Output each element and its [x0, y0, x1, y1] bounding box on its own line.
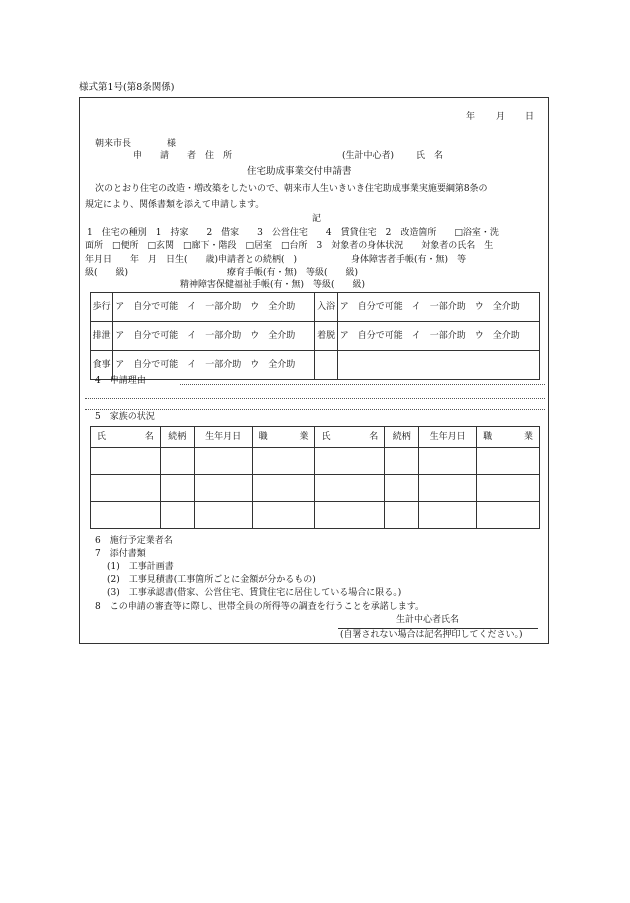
family-table	[90, 426, 540, 529]
table-row	[91, 322, 540, 351]
section6-label: 6 施行予定業者名	[95, 536, 173, 546]
section1-line-2: 面所 □便所 □玄関 □廊下・階段 □居室 □台所 3 対象者の身体状況 対象者の氏名 生	[85, 241, 494, 251]
reason-line	[85, 398, 545, 399]
care-label	[315, 351, 337, 380]
care-label: 入浴	[315, 293, 337, 322]
attachment-item: (1) 工事計画書	[107, 562, 174, 572]
table-row	[91, 502, 540, 529]
reason-line	[85, 409, 545, 410]
table-row	[91, 448, 540, 475]
attachment-item: (2) 工事見積書(工事箇所ごとに金額が分かるもの)	[107, 575, 316, 585]
applicant-name-label: 氏 名	[416, 151, 444, 161]
section8-consent: 8 この申請の審査等に際し、世帯全員の所得等の調査を行うことを承諾します。	[95, 602, 425, 612]
addressee: 朝来市長 様	[95, 139, 177, 149]
table-row	[91, 293, 540, 322]
care-label: 排泄	[91, 322, 113, 351]
applicant-head-label: (生計中心者)	[342, 151, 395, 161]
header-name: 氏 名	[315, 427, 385, 448]
section1-line-3: 年月日 年 月 日生( 歳)申請者との続柄( ) 身体障害者手帳(有・無) 等	[85, 255, 467, 265]
care-options: ア 自分で可能 イ 一部介助 ウ 全介助	[337, 322, 539, 351]
care-label: 着脱	[315, 322, 337, 351]
table-row	[91, 351, 540, 380]
section1-line-5: 精神障害保健福祉手帳(有・無) 等級( 級)	[180, 280, 366, 290]
date-month: 月	[496, 112, 506, 122]
care-options: ア 自分で可能 イ 一部介助 ウ 全介助	[113, 351, 315, 380]
header-occupation: 職 業	[477, 427, 540, 448]
date-day: 日	[525, 112, 535, 122]
page-title: 住宅助成事業交付申請書	[247, 166, 352, 177]
date-year: 年	[466, 112, 476, 122]
section4-label: 4 申請理由	[95, 376, 146, 386]
care-label: 食事	[91, 351, 113, 380]
table-row	[91, 475, 540, 502]
signature-note: (自署されない場合は記名押印してください。)	[340, 630, 523, 640]
applicant-address-label: 申 請 者 住 所	[133, 151, 233, 161]
care-label: 歩行	[91, 293, 113, 322]
header-name: 氏 名	[91, 427, 161, 448]
care-options	[337, 351, 539, 380]
ki-label: 記	[312, 214, 322, 224]
header-relation: 続柄	[385, 427, 419, 448]
section1-line-4: 級( 級) 療育手帳(有・無) 等級( 級)	[85, 268, 359, 278]
signature-label: 生計中心者氏名	[396, 615, 460, 625]
care-status-table	[90, 292, 540, 380]
form-number: 様式第1号(第8条関係)	[79, 82, 175, 93]
attachment-item: (3) 工事承認書(借家、公営住宅、賃貸住宅に居住している場合に限る。)	[107, 588, 402, 598]
header-occupation: 職 業	[252, 427, 315, 448]
intro-line-2: 規定により、関係書類を添えて申請します。	[85, 200, 265, 210]
reason-line	[180, 384, 545, 385]
header-birthdate: 生年月日	[419, 427, 477, 448]
care-options: ア 自分で可能 イ 一部介助 ウ 全介助	[113, 293, 315, 322]
table-header-row	[91, 427, 540, 448]
care-options: ア 自分で可能 イ 一部介助 ウ 全介助	[113, 322, 315, 351]
section7-title: 7 添付書類	[95, 549, 146, 559]
care-options: ア 自分で可能 イ 一部介助 ウ 全介助	[337, 293, 539, 322]
header-relation: 続柄	[160, 427, 194, 448]
header-birthdate: 生年月日	[194, 427, 252, 448]
section5-label: 5 家族の状況	[95, 412, 155, 422]
signature-line	[338, 628, 538, 629]
section1-line-1: 1 住宅の種別 1 持家 2 借家 3 公営住宅 4 賃貸住宅 2 改造箇所 □浴室・洗	[87, 228, 499, 238]
intro-line-1: 次のとおり住宅の改造・増改築をしたいので、朝来市人生いきいき住宅助成事業実施要綱第8条の	[95, 184, 488, 194]
